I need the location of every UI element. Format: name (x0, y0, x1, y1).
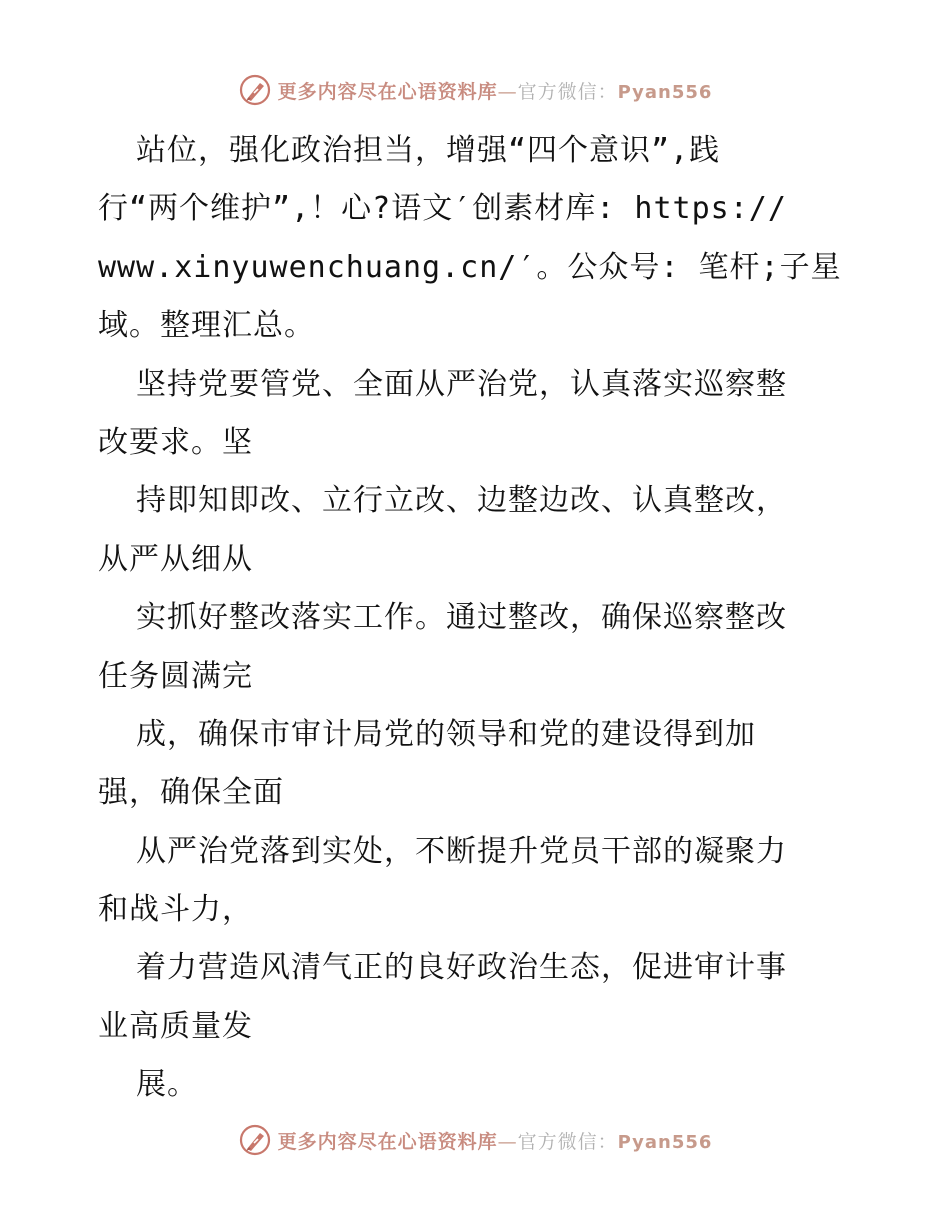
pen-nib-logo-icon (238, 1123, 272, 1157)
body-line: 任务圆满完 (98, 658, 253, 694)
footer-watermark (0, 1120, 950, 1160)
watermark-label: 更多内容尽在心语资料库 (277, 80, 498, 103)
body-line: 和战斗力， (98, 892, 253, 928)
watermark-wechat-id: Pyan556 (617, 81, 713, 103)
body-line: 坚持党要管党、全面从严治党，认真落实巡察整 (136, 366, 787, 402)
body-line: 站位，强化政治担当，增强“四个意识”,践 (136, 133, 721, 168)
body-line: 改要求。坚 (98, 424, 253, 460)
body-line: 从严从细从 (98, 541, 253, 577)
watermark-wechat-prefix: 官方微信： (517, 1130, 618, 1153)
pen-nib-logo-icon (238, 73, 272, 107)
body-line: www.xinyuwenchuang.cn/′。公众号: 笔杆;子星 (98, 249, 842, 285)
body-line: 业高质量发 (98, 1008, 253, 1044)
body-line: 实抓好整改落实工作。通过整改，确保巡察整改 (136, 600, 787, 636)
watermark-wechat-id: Pyan556 (617, 1131, 713, 1153)
watermark-dash: — (497, 1130, 518, 1153)
body-line: 从严治党落到实处，不断提升党员干部的凝聚力 (136, 833, 787, 869)
body-line: 着力营造风清气正的良好政治生态，促进审计事 (136, 950, 787, 986)
body-line: 展。 (136, 1067, 198, 1103)
watermark-text (278, 77, 713, 104)
watermark-label: 更多内容尽在心语资料库 (277, 1130, 498, 1153)
watermark-wechat-prefix: 官方微信： (517, 80, 618, 103)
watermark-text (278, 1127, 713, 1154)
body-line: 持即知即改、立行立改、边整边改、认真整改， (136, 483, 787, 519)
body-line: 成，确保市审计局党的领导和党的建设得到加 (136, 716, 756, 752)
body-line: 强，确保全面 (98, 775, 284, 811)
document-body (98, 122, 858, 1115)
body-line: 域。整理汇总。 (98, 308, 315, 344)
body-line: 行“两个维护”,！心?语文′创素材库: https:// (98, 191, 787, 227)
watermark-dash: — (497, 80, 518, 103)
header-watermark (0, 70, 950, 110)
